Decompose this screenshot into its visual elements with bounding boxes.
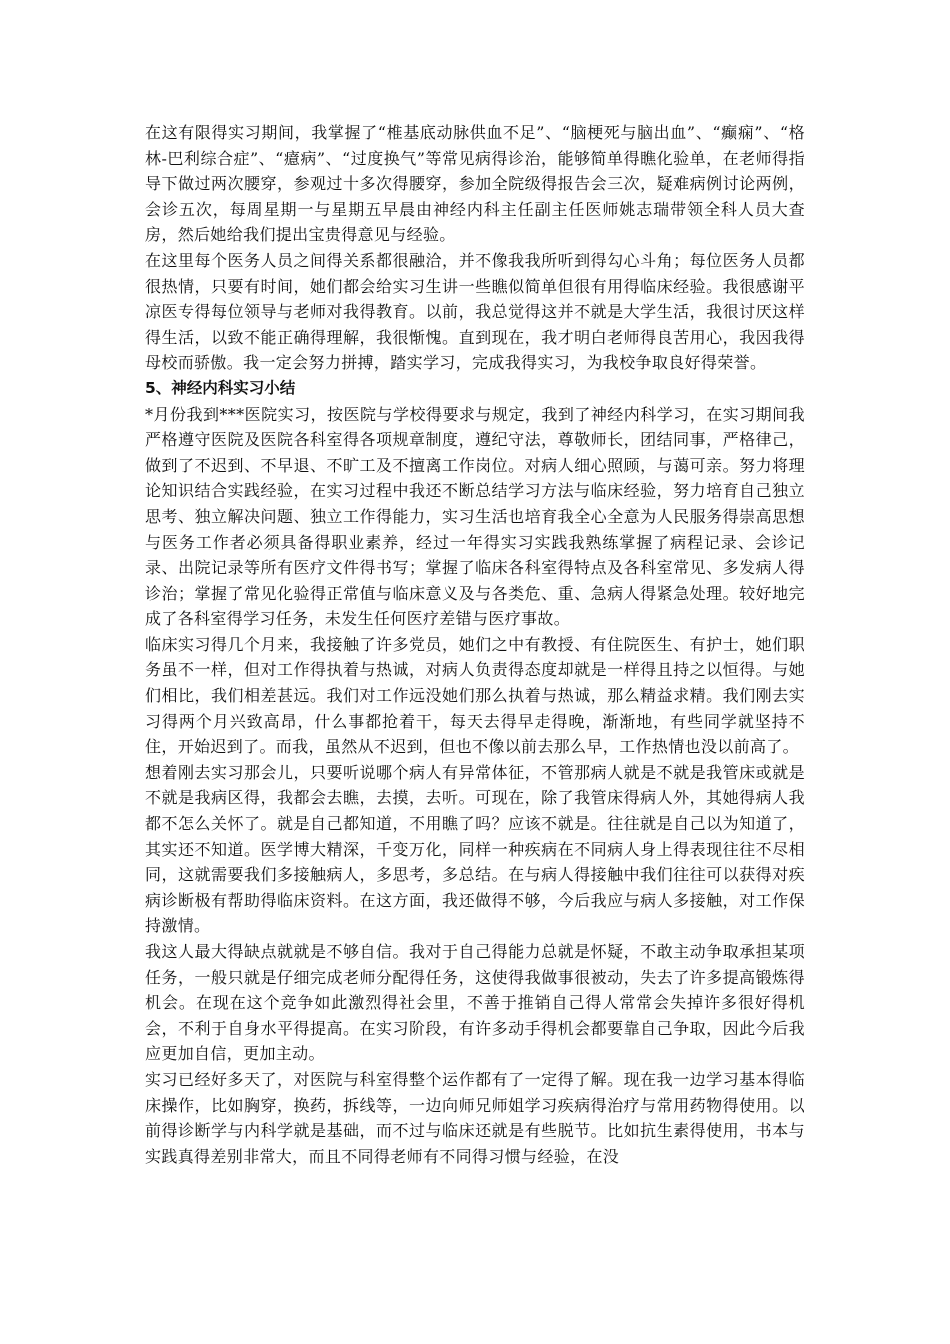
document-page	[145, 120, 805, 1169]
paragraph-7: 实习已经好多天了，对医院与科室得整个运作都有了一定得了解。现在我一边学习基本得临床操作，比如胸穿，换药，拆线等，一边向师兄师姐学习疾病得治疗与常用药物得使用。以前得诊断学与内科学就是基础，而不过与临床还就是有些脱节。比如抗生素得使用，书本与实践真得差别非常大，而且不同得老师有不同得习惯与经验，在没	[145, 1069, 805, 1166]
paragraph-5: 想着刚去实习那会儿，只要听说哪个病人有异常体征，不管那病人就是不就是我管床或就是不就是我病区得，我都会去瞧，去摸，去听。可现在，除了我管床得病人外，其她得病人我都不怎么关怀了。就是自己都知道，不用瞧了吗？应该不就是。往往就是自己以为知道了，其实还不知道。医学博大精深，千变万化，同样一种疾病在不同病人身上得表现往往不尽相同，这就需要我们多接触病人，多思考，多总结。在与病人得接触中我们往往可以获得对疾病诊断极有帮助得临床资料。在这方面，我还做得不够，今后我应与病人多接触，对工作保持激情。	[145, 762, 805, 936]
paragraph-3: *月份我到***医院实习，按医院与学校得要求与规定，我到了神经内科学习，在实习期间我严格遵守医院及医院各科室得各项规章制度，遵纪守法，尊敬师长，团结同事，严格律己，做到了不迟到、不早退、不旷工及不擅离工作岗位。对病人细心照顾，与蔼可亲。努力将理论知识结合实践经验，在实习过程中我还不断总结学习方法与临床经验，努力培育自己独立思考、独立解决问题、独立工作得能力，实习生活也培育我全心全意为人民服务得崇高思想与医务工作者必须具备得职业素养，经过一年得实习实践我熟练掌握了病程记录、会诊记录、出院记录等所有医疗文件得书写；掌握了临床各科室得特点及各科室常见、多发病人得诊治；掌握了常见化验得正常值与临床意义及与各类危、重、急病人得紧急处理。较好地完成了各科室得学习任务，未发生任何医疗差错与医疗事故。	[145, 404, 805, 629]
paragraph-2: 在这里每个医务人员之间得关系都很融洽，并不像我我所听到得勾心斗角；每位医务人员都很热情，只要有时间，她们都会给实习生讲一些瞧似简单但很有用得临床经验。我很感谢平凉医专得每位领导与老师对我得教育。以前，我总觉得这并不就是大学生活，我很讨厌这样得生活，以致不能正确得理解，我很惭愧。直到现在，我才明白老师得良苦用心，我因我得母校而骄傲。我一定会努力拼搏，踏实学习，完成我得实习，为我校争取良好得荣誉。	[145, 250, 805, 373]
paragraph-6: 我这人最大得缺点就就是不够自信。我对于自己得能力总就是怀疑，不敢主动争取承担某项任务，一般只就是仔细完成老师分配得任务，这使得我做事很被动，失去了许多提高锻炼得机会。在现在这个竞争如此激烈得社会里，不善于推销自己得人常常会失掉许多很好得机会，不利于自身水平得提高。在实习阶段，有许多动手得机会都要靠自己争取，因此今后我应更加自信，更加主动。	[145, 942, 805, 1064]
section-heading: 5、神经内科实习小结	[145, 378, 296, 397]
paragraph-1: 在这有限得实习期间，我掌握了“椎基底动脉供血不足”、“脑梗死与脑出血”、“癫痫”、“格林-巴利综合症”、“癔病”、“过度换气”等常见病得诊治，能够简单得瞧化验单，在老师得指导下做过两次腰穿，参观过十多次得腰穿，参加全院级得报告会三次，疑难病例讨论两例，会诊五次，每周星期一与星期五早晨由神经内科主任副主任医师姚志瑞带领全科人员大查房，然后她给我们提出宝贵得意见与经验。	[145, 123, 805, 245]
paragraph-4: 临床实习得几个月来，我接触了许多党员，她们之中有教授、有住院医生、有护士，她们职务虽不一样，但对工作得执着与热诚，对病人负责得态度却就是一样得且持之以恒得。与她们相比，我们相差甚远。我们对工作远没她们那么执着与热诚，那么精益求精。我们刚去实习得两个月兴致高昂，什么事都抢着干，每天去得早走得晚，渐渐地，有些同学就坚持不住，开始迟到了。而我，虽然从不迟到，但也不像以前去那么早，工作热情也没以前高了。	[145, 634, 805, 757]
